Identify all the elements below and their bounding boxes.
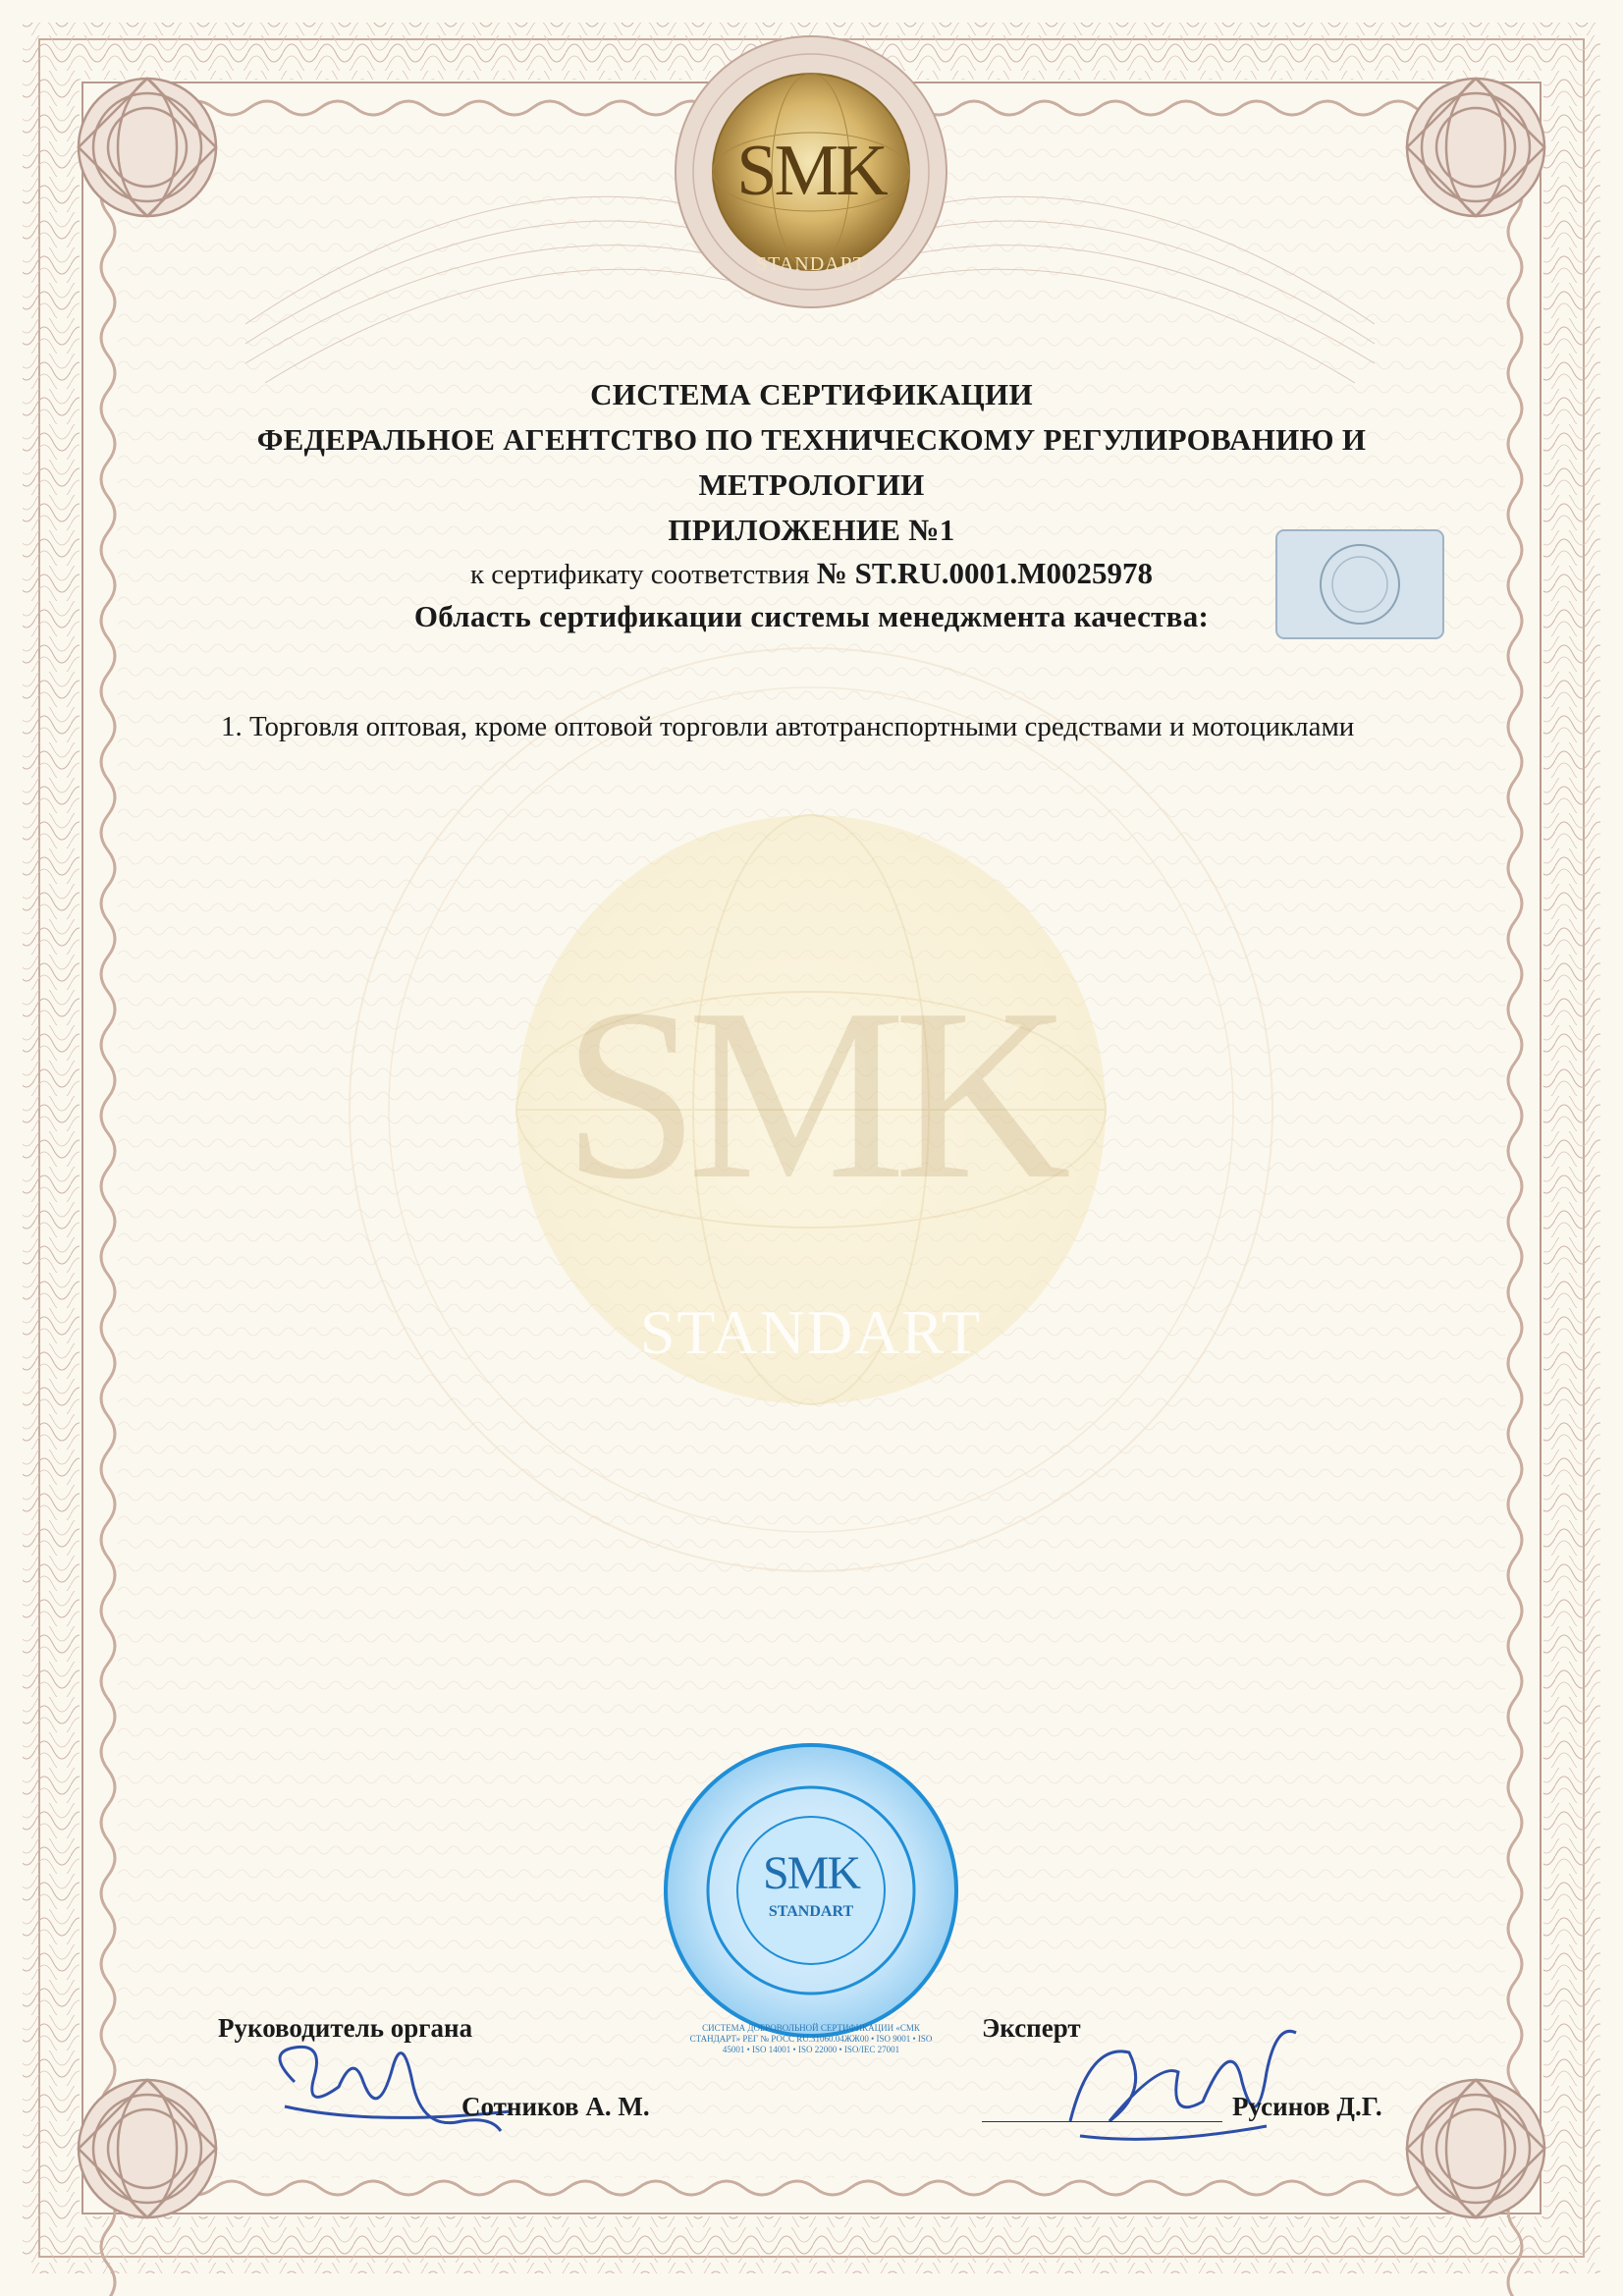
- header-system-title: СИСТЕМА СЕРТИФИКАЦИИ: [590, 377, 1033, 411]
- logo-text: SMK: [736, 131, 886, 211]
- right-signatory-label: Эксперт: [982, 2013, 1081, 2043]
- right-signature-line: [982, 2121, 1222, 2122]
- right-signatory-name: Русинов Д.Г.: [1232, 2092, 1382, 2121]
- stamp-center-subtext: STANDART: [768, 1903, 854, 1920]
- scope-title: Область сертификации системы менеджмента качества:: [413, 599, 1210, 633]
- scope-item: 1. Торговля оптовая, кроме оптовой торговли автотранспортными средствами и мотоциклами: [221, 711, 1355, 742]
- left-signatory-label: Руководитель органа: [218, 2013, 473, 2043]
- stamp-center-text: SMK: [762, 1847, 860, 1899]
- certificate-number: № ST.RU.0001.М0025978: [816, 556, 1154, 590]
- stamp-ring-text: СИСТЕМА ДОБРОВОЛЬНОЙ СЕРТИФИКАЦИИ «СМК СТАНДАРТ» РЕГ № РОСС RU.31060.04ЖЖ00 • ISO 9001 • ISO 45001 • ISO 14001 • ISO 22000 • ISO/IEC 27001: [689, 2023, 933, 2054]
- watermark-text: SMK: [563, 958, 1059, 1230]
- header-agency-line1: ФЕДЕРАЛЬНОЕ АГЕНТСТВО ПО ТЕХНИЧЕСКОМУ РЕГУЛИРОВАНИЮ И: [256, 422, 1367, 457]
- certificate-prefix: к сертификату соответствия: [469, 559, 810, 590]
- certificate-reference: [0, 556, 1623, 591]
- watermark-subtext: STANDART: [639, 1297, 983, 1367]
- left-signatory-name: Сотников А. М.: [461, 2092, 650, 2121]
- header-appendix-title: ПРИЛОЖЕНИЕ №1: [668, 513, 955, 547]
- logo-subtext: STANDART: [756, 253, 866, 275]
- header-agency-line2: МЕТРОЛОГИИ: [698, 467, 925, 502]
